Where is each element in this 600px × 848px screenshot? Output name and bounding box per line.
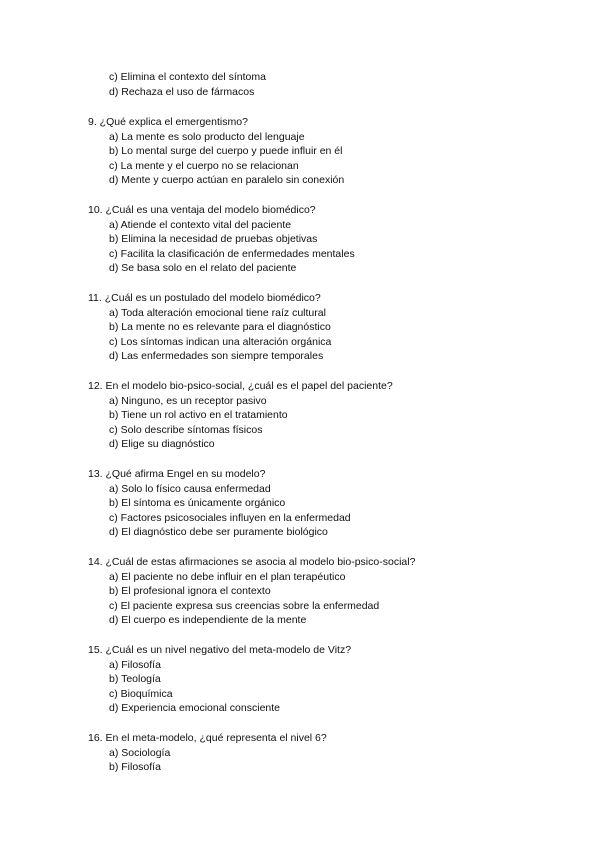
question-text: 11. ¿Cuál es un postulado del modelo biomédico? [88,292,321,304]
question-15 [88,643,351,716]
option-d: d) Rechaza el uso de fármacos [109,85,255,98]
option-d: d) El cuerpo es independiente de la mente [109,614,307,627]
option-d: d) Las enfermedades son siempre temporales [109,350,324,363]
option-b: b) Tiene un rol activo en el tratamiento [109,409,288,422]
question-10 [88,203,355,276]
option-d: d) Mente y cuerpo actúan en paralelo sin conexión [109,174,345,187]
option-a: a) La mente es solo producto del lenguaje [109,130,305,143]
question-9 [88,115,344,188]
question-text: 16. En el meta-modelo, ¿qué representa el nivel 6? [88,732,327,744]
option-a: a) Atiende el contexto vital del paciente [109,218,292,231]
option-c: c) Bioquímica [109,687,173,700]
option-d: d) Se basa solo en el relato del paciente [109,262,297,275]
question-text: 14. ¿Cuál de estas afirmaciones se asocia al modelo bio-psico-social? [88,556,416,568]
option-b: b) Teología [109,673,161,686]
question-13 [88,467,351,540]
option-a: a) Ninguno, es un receptor pasivo [109,394,267,407]
option-b: b) Filosofía [109,761,161,774]
option-c: c) Facilita la clasificación de enfermedades mentales [109,247,355,260]
option-d: d) Elige su diagnóstico [109,438,215,451]
option-c: c) Los síntomas indican una alteración orgánica [109,335,332,348]
option-b: b) El síntoma es únicamente orgánico [109,497,286,510]
question-11 [88,291,331,364]
question-text: 10. ¿Cuál es una ventaja del modelo biomédico? [88,204,316,216]
option-c: c) Factores psicosociales influyen en la enfermedad [109,511,351,524]
question-12 [88,379,393,452]
option-c: c) Elimina el contexto del síntoma [109,71,266,83]
option-b: b) Lo mental surge del cuerpo y puede influir en él [109,145,343,158]
option-c: c) El paciente expresa sus creencias sobre la enfermedad [109,599,380,612]
question-text: 13. ¿Qué afirma Engel en su modelo? [88,468,266,480]
option-b: b) El profesional ignora el contexto [109,585,271,598]
option-c: c) La mente y el cuerpo no se relacionan [109,159,299,172]
question-16 [88,731,327,775]
question-text: 9. ¿Qué explica el emergentismo? [88,116,248,128]
option-d: d) Experiencia emocional consciente [109,702,281,715]
question-text: 12. En el modelo bio-psico-social, ¿cuál es el papel del paciente? [88,380,393,392]
option-d: d) El diagnóstico debe ser puramente biológico [109,526,328,539]
question-text: 15. ¿Cuál es un nivel negativo del meta-modelo de Vitz? [88,644,352,656]
option-a: a) Toda alteración emocional tiene raíz cultural [109,306,326,319]
option-a: a) Solo lo físico causa enfermedad [109,482,271,495]
question-fragment [88,70,266,99]
option-b: b) La mente no es relevante para el diagnóstico [109,321,331,334]
option-a: a) El paciente no debe influir en el plan terapéutico [109,570,346,583]
question-14 [88,555,415,628]
option-b: b) Elimina la necesidad de pruebas objetivas [109,233,318,246]
option-c: c) Solo describe síntomas físicos [109,423,263,436]
option-a: a) Sociología [109,746,171,759]
option-a: a) Filosofía [109,658,161,671]
